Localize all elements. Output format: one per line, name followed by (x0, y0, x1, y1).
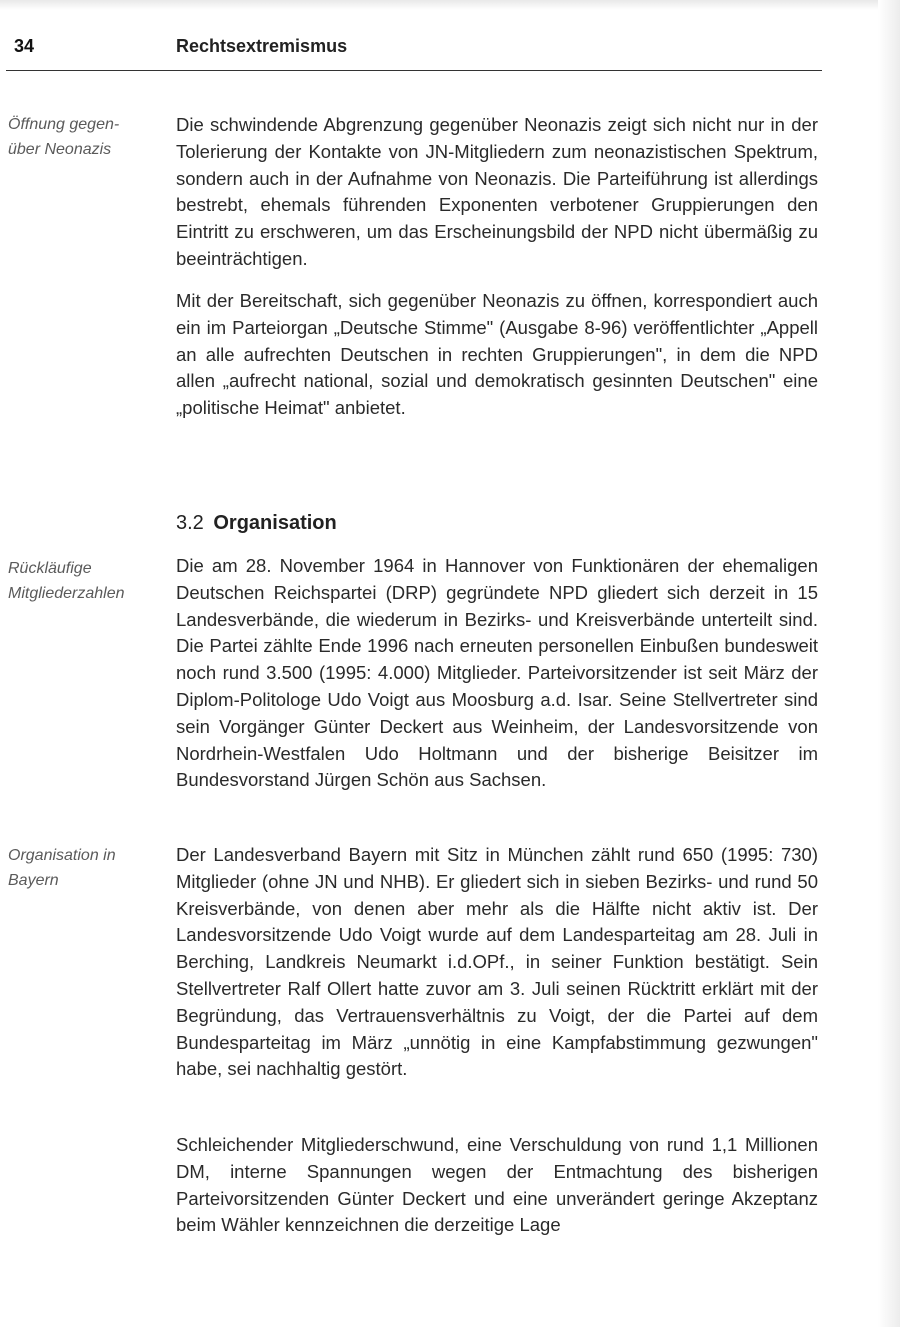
section-title: Organisation (213, 512, 337, 534)
paragraph-block-5 (176, 1132, 818, 1239)
section-number: 3.2 (176, 512, 204, 534)
section-heading (176, 512, 337, 535)
margin-note-text: Rückläufige Mitgliederzahlen (8, 560, 125, 602)
paragraph: Der Landesverband Bayern mit Sitz in München zählt rund 650 (1995: 730) Mitglieder (ohne JN und NHB). Er gliedert sich in sieben Bezirks- und rund 50 Kreisverbände, von denen aber mehr als die Hälfte nicht aktiv ist. Der Landesvorsitzende Udo Voigt wurde auf dem Landesparteitag am 28. Juli in Berching, Landkreis Neumarkt i.d.OPf., in seiner Funktion bestätigt. Sein Stellvertreter Ralf Ollert hatte zuvor am 3. Juli seinen Rücktritt erklärt mit der Begründung, das Vertrauensverhältnis zu Voigt, der die Partei auf dem Bundesparteitag im März „unnötig in eine Kampfabstimmung gezwungen" habe, sei nachhaltig gestört. (176, 844, 818, 1080)
paragraph: Die schwindende Abgrenzung gegenüber Neonazis zeigt sich nicht nur in der Tolerierung der Kontakte von JN-Mitgliedern zum neonazistischen Spektrum, sondern auch in der Aufnahme von Neonazis. Die Parteiführung ist allerdings bestrebt, ehemals führenden Exponenten verbotener Gruppierungen den Eintritt zu erschweren, um das Erscheinungsbild der NPD nicht übermäßig zu beeinträchtigen. (176, 114, 818, 269)
margin-note-mitglieder (8, 556, 158, 606)
margin-note-text: Öffnung gegen- über Neonazis (8, 116, 120, 158)
paragraph-block-2 (176, 288, 818, 422)
paragraph-block-3 (176, 553, 818, 794)
paragraph: Schleichender Mitgliederschwund, eine Verschuldung von rund 1,1 Millionen DM, interne Spannungen wegen der Entmachtung des bisherigen Parteivorsitzenden Günter Deckert und eine unverändert geringe Akzeptanz beim Wähler kennzeichnen die derzeitige Lage (176, 1134, 818, 1236)
scan-edge-top (0, 0, 900, 10)
paragraph: Die am 28. November 1964 in Hannover von Funktionären der ehemaligen Deutschen Reichspartei (DRP) gegründete NPD gliedert sich derzeit in 15 Landesverbände, die wiederum in Bezirks- und Kreisverbände unterteilt sind. Die Partei zählte Ende 1996 nach erneuten personellen Einbußen bundesweit noch rund 3.500 (1995: 4.000) Mitglieder. Parteivorsitzender ist seit März der Diplom-Politologe Udo Voigt aus Moosburg a.d. Isar. Seine Stellvertreter sind sein Vorgänger Günter Deckert aus Weinheim, der Landesvorsitzende von Nordrhein-Westfalen Udo Holtmann und der bisherige Beisitzer im Bundesvorstand Jürgen Schön aus Sachsen. (176, 555, 818, 791)
margin-note-text: Organisation in Bayern (8, 847, 116, 889)
running-title: Rechtsextremismus (176, 36, 348, 56)
paragraph-block-4 (176, 842, 818, 1083)
page-number: 34 (14, 36, 35, 56)
scan-edge-right (878, 0, 900, 1327)
margin-note-neonazis (8, 112, 158, 162)
page-header (6, 32, 822, 71)
paragraph: Mit der Bereitschaft, sich gegenüber Neonazis zu öffnen, korrespondiert auch ein im Parteiorgan „Deutsche Stimme" (Ausgabe 8-96) veröffentlichter „Appell an alle aufrechten Deutschen in rechten Gruppierungen", in dem die NPD allen „aufrecht national, sozial und demokratisch gesinnten Deutschen" eine „politische Heimat" anbietet. (176, 290, 818, 419)
margin-note-bayern (8, 843, 158, 893)
paragraph-block-1 (176, 112, 818, 273)
